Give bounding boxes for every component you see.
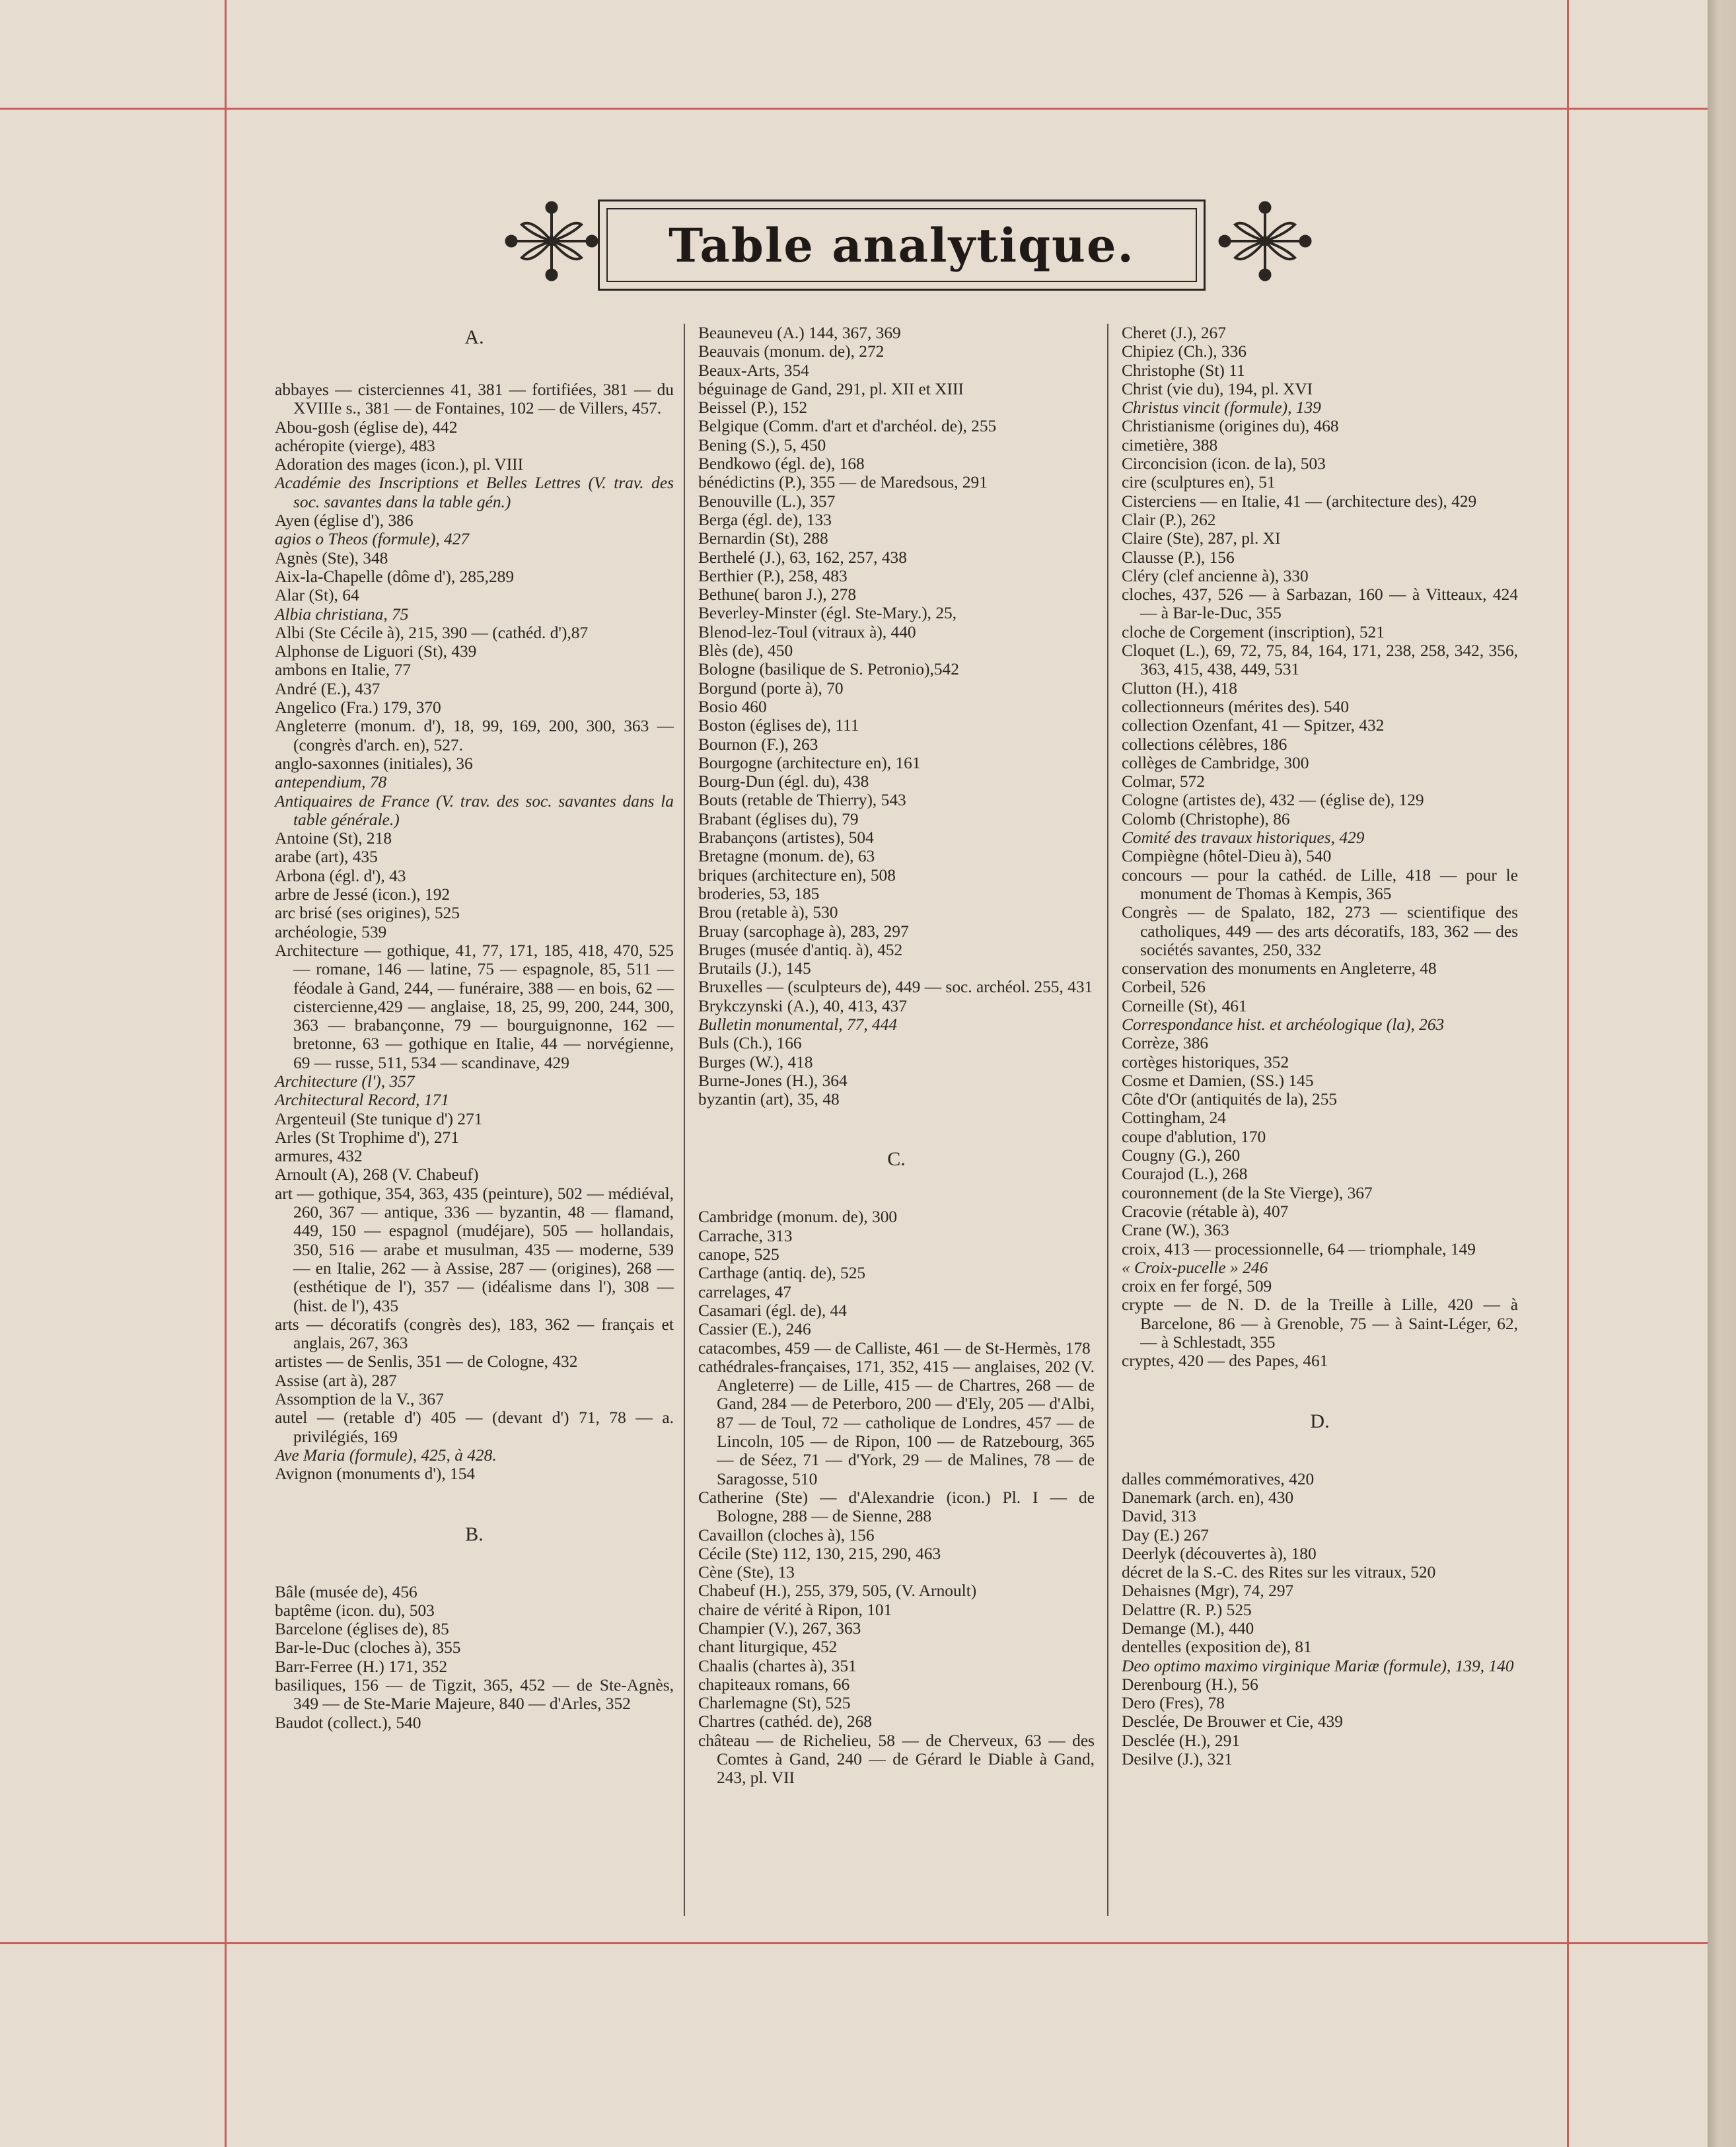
index-entry: Buls (Ch.), 166 (698, 1034, 802, 1053)
index-entry: Bouts (retable de Thierry), 543 (698, 791, 906, 810)
index-entry: Bretagne (monum. de), 63 (698, 847, 875, 866)
index-entry: Ayen (église d'), 386 (275, 511, 414, 530)
index-entry: agios o Theos (formule), 427 (275, 530, 470, 549)
index-entry: Avignon (monuments d'), 154 (275, 1465, 476, 1484)
index-entry: Corbeil, 526 (1122, 978, 1206, 997)
index-entry: Antiquaires de France (V. trav. des soc. savantes dans la table générale.) (275, 791, 674, 829)
index-entry: Beauvais (monum. de), 272 (698, 342, 885, 361)
index-entry: collèges de Cambridge, 300 (1122, 753, 1309, 772)
index-entry: Compiègne (hôtel-Dieu à), 540 (1122, 847, 1332, 866)
index-entry: Chabeuf (H.), 255, 379, 505, (V. Arnoult) (698, 1582, 977, 1601)
index-entry: Brykczynski (A.), 40, 413, 437 (698, 996, 907, 1015)
index-entry: archéologie, 539 (275, 922, 387, 941)
index-entry: Bendkowo (égl. de), 168 (698, 455, 865, 474)
index-entry: chaire de vérité à Ripon, 101 (698, 1600, 892, 1619)
index-entry: Cloquet (L.), 69, 72, 75, 84, 164, 171, 238, 258, 342, 356, 363, 415, 438, 449, 531 (1122, 641, 1518, 679)
index-entry: Clausse (P.), 156 (1122, 548, 1235, 567)
index-entry: croix, 413 — processionnelle, 64 — triomphale, 149 (1122, 1239, 1476, 1258)
index-entry: Beverley-Minster (égl. Ste-Mary.), 25, (698, 604, 957, 623)
index-entry: Côte d'Or (antiquités de la), 255 (1122, 1090, 1338, 1109)
index-entry: Aix-la-Chapelle (dôme d'), 285,289 (275, 567, 515, 586)
index-entry: Architectural Record, 171 (275, 1091, 449, 1110)
index-entry: Bruxelles — (sculpteurs de), 449 — soc. archéol. 255, 431 (698, 978, 1093, 997)
index-entry: Demange (M.), 440 (1122, 1619, 1254, 1638)
index-entry: Dero (Fres), 78 (1122, 1694, 1225, 1713)
index-entry: Day (E.) 267 (1122, 1525, 1209, 1545)
index-entry: Catherine (Ste) — d'Alexandrie (icon.) Pl. I — de Bologne, 288 — de Sienne, 288 (698, 1488, 1095, 1526)
right-fleuron-ornament (1215, 198, 1315, 284)
index-entry: Abou-gosh (église de), 442 (275, 418, 458, 437)
index-entry: arts — décoratifs (congrès des), 183, 362 — français et anglais, 267, 363 (275, 1315, 674, 1353)
column-divider (684, 324, 685, 1916)
index-entry: collection Ozenfant, 41 — Spitzer, 432 (1122, 716, 1385, 735)
index-entry: chapiteaux romans, 66 (698, 1675, 850, 1694)
index-entry: Bruay (sarcophage à), 283, 297 (698, 922, 909, 941)
index-entry: Charlemagne (St), 525 (698, 1694, 851, 1713)
section-letter-heading: B. (465, 1523, 484, 1545)
index-entry: cortèges historiques, 352 (1122, 1052, 1289, 1072)
index-entry: Corneille (St), 461 (1122, 996, 1247, 1015)
index-entry: basiliques, 156 — de Tigzit, 365, 452 — de Ste-Agnès, 349 — de Ste-Marie Majeure, 840 — d'Arles, 352 (275, 1676, 674, 1714)
index-entry: Barcelone (églises de), 85 (275, 1620, 449, 1639)
index-entry: achéropite (vierge), 483 (275, 436, 435, 455)
index-entry: Chartres (cathéd. de), 268 (698, 1712, 872, 1731)
index-entry: art — gothique, 354, 363, 435 (peinture), 502 — médiéval, 260, 367 — antique, 336 — byzantin, 48 — flamand, 449, 150 — espagnol (mudéjare), 505 — hollandais, 350, 516 — arabe et musulman, 435 — moderne, 539 — en Italie, 262 — à Assise, 287 — (origines), 268 — (esthétique de l'), 357 — (idéalisme dans l'), 308 — (hist. de l'), 435 (275, 1184, 674, 1315)
index-entry: Cléry (clef ancienne à), 330 (1122, 566, 1309, 585)
frame-rule-right (1567, 0, 1569, 2147)
section-letter-heading: A. (464, 326, 484, 348)
index-entry: Brabant (églises du), 79 (698, 809, 859, 828)
index-entry: antependium, 78 (275, 773, 387, 792)
index-column-3 (1122, 324, 1518, 1768)
index-entry: autel — (retable d') 405 — (devant d') 71, 78 — a. privilégiés, 169 (275, 1408, 674, 1446)
index-entry: Arles (St Trophime d'), 271 (275, 1128, 459, 1147)
index-entry: Agnès (Ste), 348 (275, 548, 388, 567)
index-entry: Arnoult (A), 268 (V. Chabeuf) (275, 1165, 479, 1184)
index-entry: Architecture — gothique, 41, 77, 171, 185, 418, 470, 525 — romane, 146 — latine, 75 — espagnole, 85, 511 — féodale à Gand, 244, — funéraire, 388 — en bois, 62 — cistercienne,429 — anglaise, 18, 25, 99, 200, 244, 300, 363 — brabançonne, 79 — bourguignonne, 162 — bretonne, 63 — gothique en Italie, 44 — norvégienne, 69 — russe, 511, 534 — scandinave, 429 (275, 941, 674, 1072)
index-entry: anglo-saxonnes (initiales), 36 (275, 754, 473, 773)
index-entry: Académie des Inscriptions et Belles Lettres (V. trav. des soc. savantes dans la table gén.) (275, 474, 674, 511)
index-entry: chant liturgique, 452 (698, 1638, 838, 1657)
index-entry: Assise (art à), 287 (275, 1371, 397, 1390)
index-column-1 (275, 324, 674, 1732)
index-entry: Albi (Ste Cécile à), 215, 390 — (cathéd. d'),87 (275, 623, 589, 642)
index-entry: Christophe (St) 11 (1122, 361, 1245, 380)
index-entry: Cougny (G.), 260 (1122, 1146, 1241, 1165)
index-entry: Cambridge (monum. de), 300 (698, 1208, 898, 1227)
index-entry: Cassier (E.), 246 (698, 1320, 811, 1339)
index-entry: Beaux-Arts, 354 (698, 361, 809, 380)
index-entry: arbre de Jessé (icon.), 192 (275, 885, 451, 904)
index-entry: Cologne (artistes de), 432 — (église de), 129 (1122, 791, 1424, 810)
index-entry: « Croix-pucelle » 246 (1122, 1258, 1268, 1277)
index-entry: Cosme et Damien, (SS.) 145 (1122, 1071, 1314, 1090)
index-entry: Christ (vie du), 194, pl. XVI (1122, 379, 1313, 398)
next-page-edge (1708, 0, 1736, 2147)
index-entry: Brou (retable à), 530 (698, 903, 838, 922)
index-entry: Deo optimo maximo virginique Mariæ (formule), 139, 140 (1122, 1656, 1514, 1675)
index-entry: Blenod-lez-Toul (vitraux à), 440 (698, 622, 916, 641)
index-entry: collectionneurs (mérites des). 540 (1122, 697, 1350, 716)
index-entry: André (E.), 437 (275, 679, 380, 698)
index-entry: Colmar, 572 (1122, 772, 1205, 791)
index-entry: Antoine (St), 218 (275, 829, 392, 848)
index-entry: Cène (Ste), 13 (698, 1563, 795, 1582)
index-entry: cire (sculptures en), 51 (1122, 473, 1276, 492)
index-entry: Ave Maria (formule), 425, à 428. (275, 1445, 497, 1465)
index-entry: Casamari (égl. de), 44 (698, 1301, 847, 1320)
index-entry: Assomption de la V., 367 (275, 1390, 444, 1409)
index-entry: Beissel (P.), 152 (698, 398, 808, 418)
index-entry: Bernardin (St), 288 (698, 529, 828, 548)
index-entry: Cavaillon (cloches à), 156 (698, 1525, 875, 1545)
index-entry: cimetière, 388 (1122, 435, 1218, 455)
index-entry: Dehaisnes (Mgr), 74, 297 (1122, 1582, 1294, 1601)
index-entry: décret de la S.-C. des Rites sur les vitraux, 520 (1122, 1563, 1436, 1582)
index-entry: croix en fer forgé, 509 (1122, 1277, 1272, 1296)
index-entry: Colomb (Christophe), 86 (1122, 809, 1290, 828)
index-entry: Alphonse de Liguori (St), 439 (275, 642, 477, 661)
index-entry: broderies, 53, 185 (698, 884, 820, 903)
index-entry: Desilve (J.), 321 (1122, 1750, 1233, 1769)
index-entry: Carthage (antiq. de), 525 (698, 1264, 866, 1283)
index-entry: Arbona (égl. d'), 43 (275, 866, 406, 885)
index-entry: baptême (icon. du), 503 (275, 1601, 435, 1620)
index-entry: Argenteuil (Ste tunique d') 271 (275, 1109, 483, 1128)
index-entry: Chaalis (chartes à), 351 (698, 1656, 857, 1675)
index-entry: arc brisé (ses origines), 525 (275, 904, 460, 923)
index-entry: Cottingham, 24 (1122, 1109, 1226, 1128)
index-entry: Corrèze, 386 (1122, 1034, 1209, 1053)
index-entry: Angelico (Fra.) 179, 370 (275, 698, 441, 717)
index-entry: collections célèbres, 186 (1122, 735, 1287, 754)
index-entry: béguinage de Gand, 291, pl. XII et XIII (698, 379, 964, 398)
index-entry: Belgique (Comm. d'art et d'archéol. de), 255 (698, 417, 997, 436)
index-entry: Courajod (L.), 268 (1122, 1165, 1248, 1184)
page-title: Table analytique. (669, 217, 1135, 273)
index-entry: Bâle (musée de), 456 (275, 1582, 417, 1601)
index-entry: Cisterciens — en Italie, 41 — (architecture des), 429 (1122, 491, 1477, 511)
index-entry: arabe (art), 435 (275, 848, 378, 867)
section-letter-heading: C. (887, 1148, 906, 1171)
index-entry: crypte — de N. D. de la Treille à Lille, 420 — à Barcelone, 86 — à Grenoble, 75 — à Saint-Léger, 62, — à Schlestadt, 355 (1122, 1295, 1518, 1352)
index-entry: cryptes, 420 — des Papes, 461 (1122, 1352, 1328, 1371)
index-entry: Cracovie (rétable à), 407 (1122, 1202, 1289, 1221)
index-entry: Carrache, 313 (698, 1226, 793, 1245)
index-entry: Borgund (porte à), 70 (698, 678, 844, 698)
index-entry: Bulletin monumental, 77, 444 (698, 1015, 898, 1034)
index-entry: Comité des travaux historiques, 429 (1122, 828, 1365, 848)
index-entry: Alar (St), 64 (275, 586, 359, 605)
index-entry: cathédrales-françaises, 171, 352, 415 — anglaises, 202 (V. Angleterre) — de Lille, 415 — de Chartres, 268 — de Gand, 284 — de Peterboro, 200 — d'Ely, 205 — d'Albi, 87 — de Toul, 72 — catholique de Londres, 457 — de Lincoln, 105 — de Ripon, 100 — de Ratzebourg, 365 — de Séez, 71 — d'York, 29 — de Malines, 78 — de Saragosse, 510 (698, 1357, 1095, 1488)
index-entry: Bruges (musée d'antiq. à), 452 (698, 940, 903, 959)
index-entry: Danemark (arch. en), 430 (1122, 1488, 1294, 1507)
section-letter-heading: D. (1310, 1410, 1330, 1432)
index-entry: Bournon (F.), 263 (698, 735, 818, 754)
index-entry: Bethune( baron J.), 278 (698, 585, 857, 604)
index-entry: abbayes — cisterciennes 41, 381 — fortifiées, 381 — du XVIIIe s., 381 — de Fontaines, 102 — de Villers, 457. (275, 381, 674, 418)
title-frame-inner (606, 208, 1197, 282)
index-entry: Brabançons (artistes), 504 (698, 828, 874, 848)
index-entry: Albia christiana, 75 (275, 604, 409, 624)
index-entry: Angleterre (monum. d'), 18, 99, 169, 200, 300, 363 — (congrès d'arch. en), 527. (275, 717, 674, 754)
index-entry: Claire (Ste), 287, pl. XI (1122, 529, 1281, 548)
index-entry: Bening (S.), 5, 450 (698, 435, 826, 455)
index-entry: Boston (églises de), 111 (698, 716, 859, 735)
index-entry: Burne-Jones (H.), 364 (698, 1071, 848, 1090)
frame-rule-left (225, 0, 227, 2147)
index-entry: Baudot (collect.), 540 (275, 1713, 421, 1732)
index-entry: catacombes, 459 — de Calliste, 461 — de St-Hermès, 178 (698, 1338, 1091, 1358)
index-entry: cloche de Corgement (inscription), 521 (1122, 622, 1385, 641)
index-entry: Crane (W.), 363 (1122, 1221, 1229, 1240)
frame-rule-bottom (0, 1942, 1708, 1944)
index-entry: byzantin (art), 35, 48 (698, 1090, 840, 1109)
index-entry: Cécile (Ste) 112, 130, 215, 290, 463 (698, 1544, 941, 1563)
section-gap (1122, 1371, 1518, 1408)
index-entry: coupe d'ablution, 170 (1122, 1127, 1266, 1146)
index-entry: Barr-Ferree (H.) 171, 352 (275, 1657, 448, 1676)
index-entry: canope, 525 (698, 1245, 779, 1264)
index-entry: artistes — de Senlis, 351 — de Cologne, 432 (275, 1352, 578, 1371)
section-gap (698, 1109, 1095, 1146)
index-entry: Adoration des mages (icon.), pl. VIII (275, 455, 524, 474)
index-entry: Blès (de), 450 (698, 641, 793, 661)
index-entry: concours — pour la cathéd. de Lille, 418 — pour le monument de Thomas à Kempis, 365 (1122, 865, 1518, 903)
index-entry: Bologne (basilique de S. Petronio),542 (698, 660, 959, 679)
index-entry: bénédictins (P.), 355 — de Maredsous, 291 (698, 473, 988, 492)
index-entry: Bosio 460 (698, 697, 767, 716)
column-divider (1107, 324, 1108, 1916)
index-entry: Clutton (H.), 418 (1122, 678, 1237, 698)
index-entry: Christianisme (origines du), 468 (1122, 417, 1339, 436)
frame-rule-top (0, 108, 1708, 110)
index-entry: Cheret (J.), 267 (1122, 324, 1226, 342)
index-entry: Bar-le-Duc (cloches à), 355 (275, 1638, 461, 1657)
index-entry: Desclée (H.), 291 (1122, 1731, 1241, 1750)
index-entry: Desclée, De Brouwer et Cie, 439 (1122, 1712, 1343, 1731)
title-frame (598, 200, 1206, 291)
index-entry: Beauneveu (A.) 144, 367, 369 (698, 324, 901, 342)
index-entry: Clair (P.), 262 (1122, 510, 1216, 529)
index-entry: Brutails (J.), 145 (698, 959, 811, 978)
index-entry: conservation des monuments en Angleterre, 48 (1122, 959, 1437, 978)
index-entry: Congrès — de Spalato, 182, 273 — scientifique des catholiques, 449 — des arts décoratifs, 183, 362 — des sociétés savantes, 250, 332 (1122, 903, 1518, 959)
index-entry: Deerlyk (découvertes à), 180 (1122, 1544, 1317, 1563)
index-entry: dalles commémoratives, 420 (1122, 1469, 1315, 1488)
index-entry: Bourgogne (architecture en), 161 (698, 753, 921, 772)
index-entry: Burges (W.), 418 (698, 1052, 813, 1072)
left-fleuron-ornament (502, 198, 601, 284)
index-entry: Champier (V.), 267, 363 (698, 1619, 861, 1638)
index-entry: cloches, 437, 526 — à Sarbazan, 160 — à Vitteaux, 424 — à Bar-le-Duc, 355 (1122, 585, 1518, 623)
index-entry: Berga (égl. de), 133 (698, 510, 832, 529)
index-entry: Circoncision (icon. de la), 503 (1122, 455, 1326, 474)
index-entry: Christus vincit (formule), 139 (1122, 398, 1321, 418)
index-entry: Architecture (l'), 357 (275, 1072, 415, 1091)
index-entry: ambons en Italie, 77 (275, 661, 411, 680)
index-entry: Chipiez (Ch.), 336 (1122, 342, 1247, 361)
index-entry: château — de Richelieu, 58 — de Cherveux, 63 — des Comtes à Gand, 240 — de Gérard le Diable à Gand, 243, pl. VII (698, 1731, 1095, 1788)
index-entry: dentelles (exposition de), 81 (1122, 1638, 1312, 1657)
index-entry: Bourg-Dun (égl. du), 438 (698, 772, 869, 791)
index-entry: Berthelé (J.), 63, 162, 257, 438 (698, 548, 907, 567)
index-entry: Berthier (P.), 258, 483 (698, 566, 848, 585)
index-entry: Correspondance hist. et archéologique (la), 263 (1122, 1015, 1445, 1034)
index-column-2 (698, 324, 1095, 1788)
index-entry: briques (architecture en), 508 (698, 865, 896, 885)
index-entry: couronnement (de la Ste Vierge), 367 (1122, 1183, 1373, 1202)
index-entry: Derenbourg (H.), 56 (1122, 1675, 1258, 1694)
index-entry: carrelages, 47 (698, 1282, 791, 1301)
index-entry: Delattre (R. P.) 525 (1122, 1600, 1252, 1619)
section-gap (275, 1484, 674, 1521)
index-entry: armures, 432 (275, 1147, 363, 1166)
index-entry: Benouville (L.), 357 (698, 491, 836, 511)
index-entry: David, 313 (1122, 1507, 1196, 1526)
